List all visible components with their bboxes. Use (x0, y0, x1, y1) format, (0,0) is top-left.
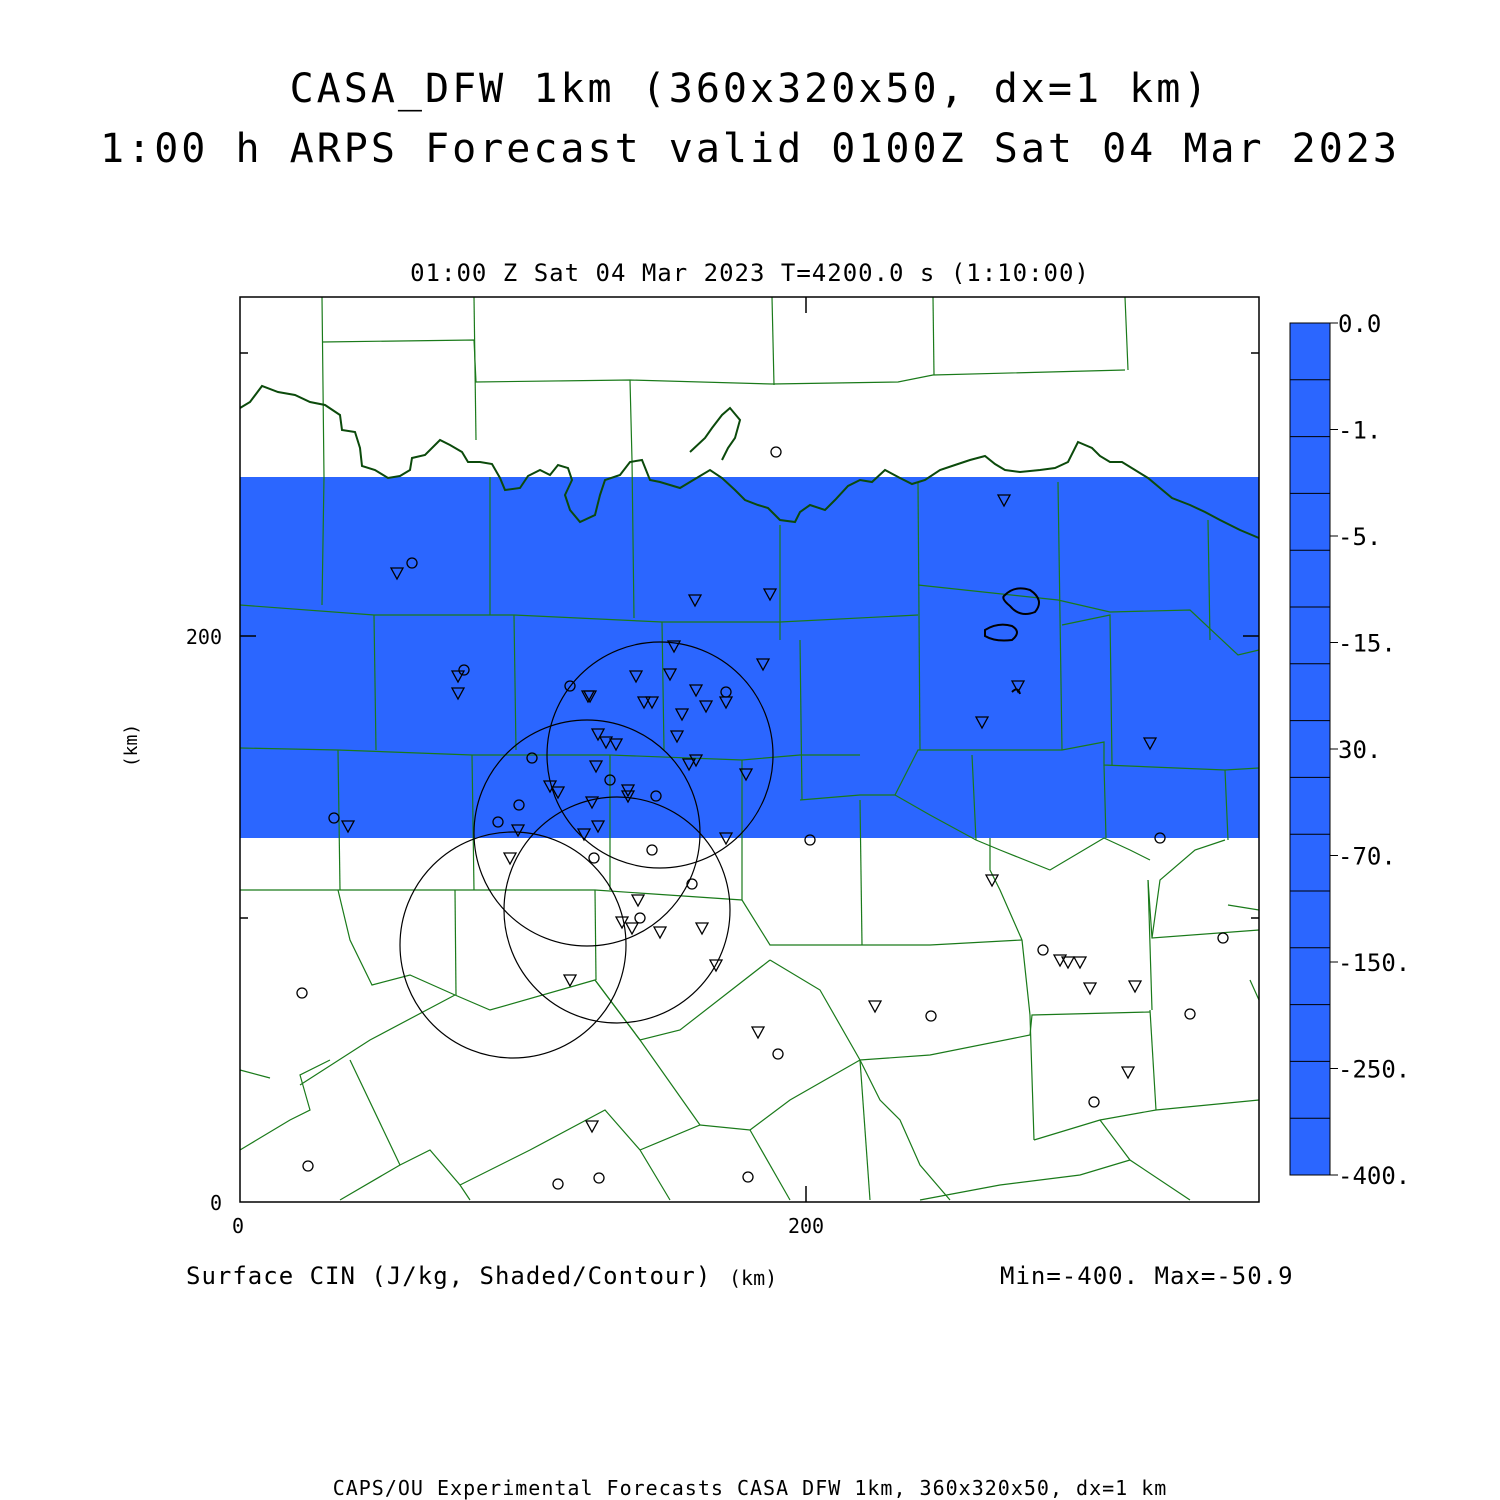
station-circle (1089, 1097, 1099, 1107)
footer-credit: CAPS/OU Experimental Forecasts CASA DFW 1km, 360x320x50, dx=1 km (332, 1476, 1168, 1500)
colorbar-label: -1. (1338, 416, 1382, 445)
station-circle (647, 845, 657, 855)
colorbar-label: 0.0 (1338, 310, 1382, 338)
station-circle (635, 913, 645, 923)
y-tick-label-0: 0 (209, 1191, 222, 1215)
y-axis-unit: (km) (121, 723, 143, 768)
station-circle (1038, 945, 1048, 955)
colorbar-fill (1290, 323, 1330, 1175)
station-circle (303, 1161, 313, 1171)
min-max-readout: Min=-400. Max=-50.9 (1000, 1262, 1294, 1290)
station-triangle (869, 1001, 881, 1012)
station-triangle (696, 923, 708, 934)
station-circle (553, 1179, 563, 1189)
station-triangle (986, 875, 998, 886)
field-caption: Surface CIN (J/kg, Shaded/Contour) (186, 1262, 712, 1290)
river-lobe (690, 408, 740, 460)
station-circle (297, 988, 307, 998)
colorbar-label: -5. (1338, 523, 1382, 551)
station-triangle (632, 895, 644, 906)
colorbar-label: -15. (1338, 629, 1396, 658)
station-circle (594, 1173, 604, 1183)
colorbar-label: -70. (1338, 842, 1396, 871)
valid-time-subtitle: 01:00 Z Sat 04 Mar 2023 T=4200.0 s (1:10:00) (410, 259, 1090, 287)
x-tick-label-200: 200 (787, 1214, 825, 1238)
station-triangle (1122, 1067, 1134, 1078)
colorbar-label: -400. (1338, 1162, 1411, 1190)
station-triangle (1074, 957, 1086, 968)
colorbar-label: 30. (1338, 736, 1382, 764)
station-circle (1185, 1009, 1195, 1019)
station-circle (743, 1172, 753, 1182)
station-triangle (1129, 981, 1141, 992)
station-triangle (586, 1121, 598, 1132)
x-axis-unit: (km) (729, 1266, 778, 1290)
colorbar-label: -250. (1338, 1055, 1411, 1084)
x-tick-label-0: 0 (231, 1214, 245, 1238)
station-circle (771, 447, 781, 457)
station-triangle (626, 923, 638, 934)
title-line-2: 1:00 h ARPS Forecast valid 0100Z Sat 04 Mar 2023 (100, 126, 1400, 172)
station-triangle (1084, 983, 1096, 994)
station-circle (773, 1049, 783, 1059)
y-tick-label-200: 200 (185, 625, 222, 649)
station-triangle (564, 975, 576, 986)
station-circle (926, 1011, 936, 1021)
title-line-1: CASA_DFW 1km (360x320x50, dx=1 km) (289, 66, 1211, 112)
station-circle (1218, 933, 1228, 943)
station-triangle (654, 927, 666, 938)
station-triangle (752, 1027, 764, 1038)
colorbar-label: -150. (1338, 949, 1411, 977)
station-circle (589, 853, 599, 863)
colorbar (1290, 310, 1410, 1190)
cin-shaded-band (240, 477, 1259, 838)
